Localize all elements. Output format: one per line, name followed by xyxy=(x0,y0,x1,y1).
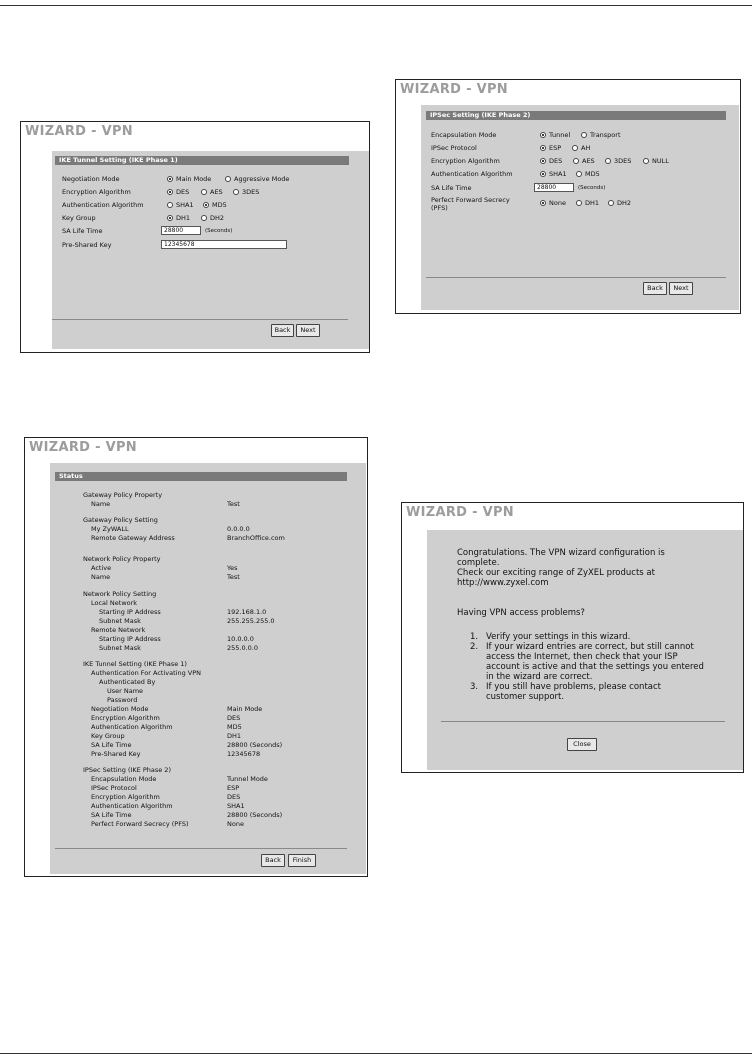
ipsec-protocol-label: IPSec Protocol xyxy=(431,144,477,152)
back-button[interactable]: Back xyxy=(271,324,294,337)
item-3-text-b: customer support. xyxy=(486,692,565,702)
encryption-algorithm-label: Encryption Algorithm xyxy=(62,188,131,196)
wizard-window-status xyxy=(24,437,368,877)
page-bottom-rule xyxy=(0,1053,752,1054)
status-row-label: Authenticated By xyxy=(99,678,156,686)
status-row-label: IKE Tunnel Setting (IKE Phase 1) xyxy=(83,660,187,668)
auth-md5-label: MD5 xyxy=(585,170,600,178)
sa-unit-label: (Seconds) xyxy=(578,185,606,191)
pfs-label-abbrev: (PFS) xyxy=(431,204,448,212)
back-button[interactable]: Back xyxy=(261,854,285,867)
status-row-value: 28800 (Seconds) xyxy=(227,811,283,819)
status-row-label: Gateway Policy Setting xyxy=(83,516,158,524)
status-row-value: Test xyxy=(227,500,240,508)
status-row-label: Password xyxy=(107,696,138,704)
separator xyxy=(426,277,726,278)
radio-enc-aes[interactable] xyxy=(201,189,207,195)
window-title: WIZARD - VPN xyxy=(29,440,137,455)
status-row-label: Encryption Algorithm xyxy=(91,793,160,801)
pfs-dh1-label: DH1 xyxy=(585,199,600,207)
enc-null-label: NULL xyxy=(652,157,669,165)
pfs-none-label: None xyxy=(549,199,566,207)
radio-pfs-dh1[interactable] xyxy=(576,200,582,206)
status-row-label: Network Policy Setting xyxy=(83,590,157,598)
page-top-rule xyxy=(0,5,752,6)
kg-dh1-label: DH1 xyxy=(176,214,191,222)
status-row-label: Starting IP Address xyxy=(99,635,161,643)
radio-kg-dh1[interactable] xyxy=(167,215,173,221)
item-1-text: Verify your settings in this wizard. xyxy=(486,632,631,642)
status-row-label: IPSec Setting (IKE Phase 2) xyxy=(83,766,171,774)
status-row-label: Active xyxy=(91,564,112,572)
item-2-text-c: account is active and that the settings you entered xyxy=(486,662,704,672)
radio-auth-md5[interactable] xyxy=(203,202,209,208)
separator xyxy=(55,848,347,849)
radio-encap-tunnel[interactable] xyxy=(540,132,546,138)
status-row-label: Negotiation Mode xyxy=(91,705,149,713)
message-panel xyxy=(427,530,743,770)
status-panel xyxy=(50,463,366,874)
item-3-text-a: If you still have problems, please contact xyxy=(486,682,661,692)
radio-auth-sha1[interactable] xyxy=(540,171,546,177)
wizard-window-ipsec-phase2 xyxy=(395,79,741,314)
status-row-label: Gateway Policy Property xyxy=(83,491,163,499)
separator xyxy=(441,721,725,722)
settings-panel xyxy=(52,151,369,349)
status-row-value: 255.0.0.0 xyxy=(227,644,259,652)
status-row-value: 255.255.255.0 xyxy=(227,617,275,625)
encapsulation-mode-label: Encapsulation Mode xyxy=(431,131,497,139)
next-button[interactable]: Next xyxy=(296,324,320,337)
radio-kg-dh2[interactable] xyxy=(201,215,207,221)
radio-enc-des[interactable] xyxy=(540,158,546,164)
status-row-label: Encapsulation Mode xyxy=(91,775,157,783)
status-row-label: Subnet Mask xyxy=(99,644,141,652)
status-row-value: DES xyxy=(227,793,241,801)
status-row-label: Name xyxy=(91,573,111,581)
key-group-label: Key Group xyxy=(62,214,96,222)
finish-button[interactable]: Finish xyxy=(288,854,316,867)
next-button[interactable]: Next xyxy=(669,282,693,295)
pre-shared-key-input[interactable]: 12345678 xyxy=(161,240,287,249)
aggressive-mode-label: Aggressive Mode xyxy=(234,175,290,183)
enc-aes-label: AES xyxy=(210,188,223,196)
zyxel-link[interactable]: http://www.zyxel.com xyxy=(457,578,549,588)
kg-dh2-label: DH2 xyxy=(210,214,225,222)
radio-enc-3des[interactable] xyxy=(233,189,239,195)
sa-life-time-label: SA Life Time xyxy=(431,184,472,192)
status-row-value: DH1 xyxy=(227,732,242,740)
sa-life-time-label: SA Life Time xyxy=(62,227,103,235)
enc-3des-label: 3DES xyxy=(242,188,260,196)
close-button[interactable]: Close xyxy=(567,738,597,751)
congrats-line-3: Check our exciting range of ZyXEL products at xyxy=(457,568,655,578)
enc-aes-label: AES xyxy=(582,157,595,165)
separator xyxy=(52,319,348,320)
radio-enc-des[interactable] xyxy=(167,189,173,195)
pre-shared-key-label: Pre-Shared Key xyxy=(62,241,112,249)
status-row-value: 192.168.1.0 xyxy=(227,608,267,616)
radio-enc-aes[interactable] xyxy=(573,158,579,164)
status-row-value: 28800 (Seconds) xyxy=(227,741,283,749)
status-row-label: SA Life Time xyxy=(91,741,132,749)
status-row-value: DES xyxy=(227,714,241,722)
status-row-label: Starting IP Address xyxy=(99,608,161,616)
status-row-value: 10.0.0.0 xyxy=(227,635,254,643)
enc-des-label: DES xyxy=(549,157,563,165)
status-row-value: Tunnel Mode xyxy=(227,775,268,783)
status-row-label: Remote Network xyxy=(91,626,146,634)
status-row-value: 0.0.0.0 xyxy=(227,525,250,533)
encap-transport-label: Transport xyxy=(590,131,621,139)
negotiation-mode-label: Negotiation Mode xyxy=(62,175,120,183)
auth-md5-label: MD5 xyxy=(212,201,227,209)
status-row-label: Key Group xyxy=(91,732,125,740)
status-row-label: Authentication Algorithm xyxy=(91,723,173,731)
radio-proto-esp[interactable] xyxy=(540,145,546,151)
status-row-label: My ZyWALL xyxy=(91,525,129,533)
window-title: WIZARD - VPN xyxy=(25,124,133,139)
radio-pfs-dh2[interactable] xyxy=(608,200,614,206)
wizard-window-ike-phase1 xyxy=(20,121,370,353)
status-row-value: None xyxy=(227,820,244,828)
radio-aggressive-mode[interactable] xyxy=(225,176,231,182)
status-row-label: IPSec Protocol xyxy=(91,784,137,792)
status-row-label: Authentication For Activating VPN xyxy=(91,669,201,677)
pfs-label: Perfect Forward Secrecy xyxy=(431,196,510,204)
item-3-number: 3. xyxy=(470,682,479,692)
radio-enc-3des[interactable] xyxy=(605,158,611,164)
item-2-text-d: in the wizard are correct. xyxy=(486,672,593,682)
enc-3des-label: 3DES xyxy=(614,157,632,165)
status-row-value: 12345678 xyxy=(227,750,261,758)
proto-ah-label: AH xyxy=(581,144,591,152)
radio-enc-null[interactable] xyxy=(643,158,649,164)
status-row-value: Main Mode xyxy=(227,705,263,713)
auth-sha1-label: SHA1 xyxy=(549,170,567,178)
encap-tunnel-label: Tunnel xyxy=(549,131,571,139)
status-row-label: Local Network xyxy=(91,599,138,607)
sa-unit-label: (Seconds) xyxy=(205,228,233,234)
status-row-label: Perfect Forward Secrecy (PFS) xyxy=(91,820,189,828)
status-row-label: Subnet Mask xyxy=(99,617,141,625)
status-row-label: Name xyxy=(91,500,111,508)
congrats-line-2: complete. xyxy=(457,558,500,568)
radio-encap-transport[interactable] xyxy=(581,132,587,138)
status-row-label: Encryption Algorithm xyxy=(91,714,160,722)
status-row-label: Pre-Shared Key xyxy=(91,750,141,758)
problems-question: Having VPN access problems? xyxy=(457,608,585,618)
status-row-label: Authentication Algorithm xyxy=(91,802,173,810)
auth-sha1-label: SHA1 xyxy=(176,201,194,209)
back-button[interactable]: Back xyxy=(643,282,667,295)
radio-main-mode[interactable] xyxy=(167,176,173,182)
status-row-value: Test xyxy=(227,573,240,581)
status-row-value: Yes xyxy=(227,564,238,572)
status-row-value: SHA1 xyxy=(227,802,245,810)
radio-auth-sha1[interactable] xyxy=(167,202,173,208)
section-header: IPSec Setting (IKE Phase 2) xyxy=(426,111,726,120)
status-row-label: SA Life Time xyxy=(91,811,132,819)
status-row-label: User Name xyxy=(107,687,144,695)
pfs-dh2-label: DH2 xyxy=(617,199,632,207)
sa-life-time-input[interactable]: 28800 xyxy=(161,226,201,235)
wizard-window-complete xyxy=(401,502,744,773)
proto-esp-label: ESP xyxy=(549,144,562,152)
item-2-text-b: access the Internet, then check that your ISP xyxy=(486,652,678,662)
window-title: WIZARD - VPN xyxy=(406,505,514,520)
window-title: WIZARD - VPN xyxy=(400,82,508,97)
status-row-value: ESP xyxy=(227,784,240,792)
section-header: Status xyxy=(55,472,347,481)
radio-proto-ah[interactable] xyxy=(572,145,578,151)
item-2-text-a: If your wizard entries are correct, but still cannot xyxy=(486,642,694,652)
item-1-number: 1. xyxy=(470,632,479,642)
radio-auth-md5[interactable] xyxy=(576,171,582,177)
item-2-number: 2. xyxy=(470,642,479,652)
enc-des-label: DES xyxy=(176,188,190,196)
status-row-value: MD5 xyxy=(227,723,242,731)
main-mode-label: Main Mode xyxy=(176,175,212,183)
section-header: IKE Tunnel Setting (IKE Phase 1) xyxy=(55,156,349,165)
authentication-algorithm-label: Authentication Algorithm xyxy=(431,170,513,178)
status-row-label: Remote Gateway Address xyxy=(91,534,175,542)
settings-panel xyxy=(421,105,739,310)
status-row-value: BranchOffice.com xyxy=(227,534,285,542)
radio-pfs-none[interactable] xyxy=(540,200,546,206)
sa-life-time-input[interactable]: 28800 xyxy=(534,183,574,192)
congrats-line-1: Congratulations. The VPN wizard configuration is xyxy=(457,548,665,558)
encryption-algorithm-label: Encryption Algorithm xyxy=(431,157,500,165)
authentication-algorithm-label: Authentication Algorithm xyxy=(62,201,144,209)
status-row-label: Network Policy Property xyxy=(83,555,161,563)
